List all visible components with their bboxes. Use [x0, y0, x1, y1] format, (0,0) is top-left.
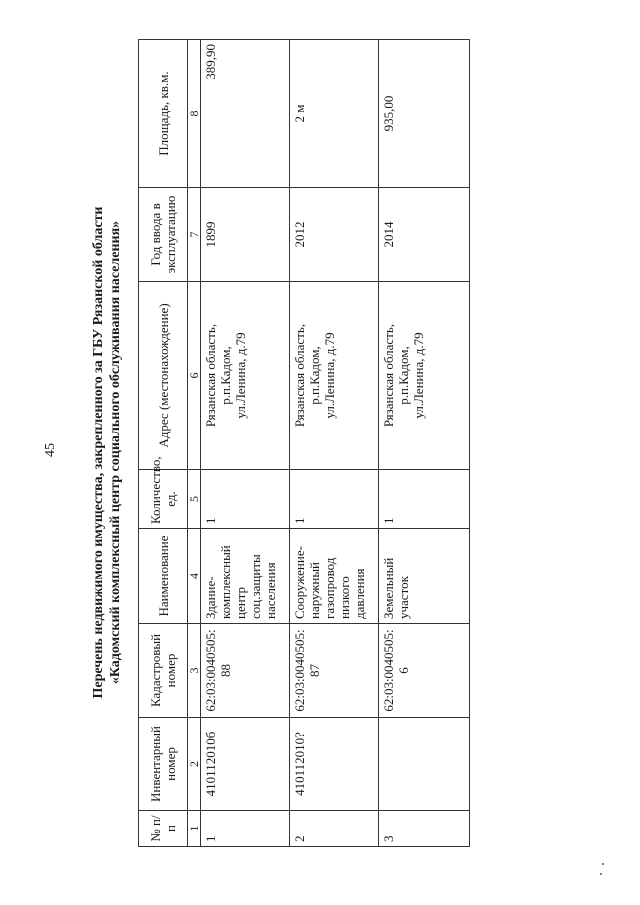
column-number: 6	[188, 282, 201, 470]
column-number-row	[188, 40, 201, 847]
area: 2 м	[290, 40, 379, 188]
column-number: 2	[188, 718, 201, 811]
header-cell-address: Адрес (местонахождение)	[139, 282, 188, 470]
column-number: 5	[188, 470, 201, 529]
row-number: 1	[201, 811, 290, 847]
column-number: 3	[188, 624, 201, 718]
commission-year: 2014	[379, 188, 470, 282]
quantity: 1	[290, 470, 379, 529]
table-row	[290, 40, 379, 847]
document-title-line-1: Перечень недвижимого имущества, закрепленного за ГБУ Рязанской области	[91, 206, 106, 699]
header-cell-qty: Количество, ед.	[139, 470, 188, 529]
cadastral-number: 62:03:0040505: 6	[379, 624, 470, 718]
table-row	[379, 40, 470, 847]
column-number: 4	[188, 529, 201, 624]
area: 389,90	[201, 40, 290, 188]
object-name: Здание- комплексный центр соц.защиты населения	[201, 529, 290, 624]
row-number: 3	[379, 811, 470, 847]
column-number: 8	[188, 40, 201, 188]
row-number: 2	[290, 811, 379, 847]
cadastral-number: 62:03:0040505: 88	[201, 624, 290, 718]
property-table	[138, 39, 470, 847]
address: Рязанская область, р.п.Кадом, ул.Ленина, д.79	[290, 282, 379, 470]
area: 935,00	[379, 40, 470, 188]
commission-year: 1899	[201, 188, 290, 282]
inventory-number: 410112010б	[201, 718, 290, 811]
document-title-line-2: «Кадомский комплексный центр социального обслуживания населения»	[108, 220, 123, 685]
inventory-number	[379, 718, 470, 811]
object-name: Земельный участок	[379, 529, 470, 624]
column-number: 7	[188, 188, 201, 282]
address: Рязанская область, р.п.Кадом, ул.Ленина, д.79	[379, 282, 470, 470]
quantity: 1	[379, 470, 470, 529]
cadastral-number: 62:03:0040505: 87	[290, 624, 379, 718]
table-header-row	[139, 40, 188, 847]
header-cell-num: № п/п	[139, 811, 188, 847]
scan-speck	[600, 873, 602, 875]
object-name: Сооружение- наружный газопровод низкого давления	[290, 529, 379, 624]
header-cell-area: Площадь, кв.м.	[139, 40, 188, 188]
page-number: 45	[43, 443, 58, 457]
inventory-number: 410112010?	[290, 718, 379, 811]
scan-speck	[602, 863, 604, 865]
header-cell-inventory: Инвентарный номер	[139, 718, 188, 811]
table-row	[201, 40, 290, 847]
column-number: 1	[188, 811, 201, 847]
commission-year: 2012	[290, 188, 379, 282]
header-cell-year: Год ввода в эксплуатацию	[139, 188, 188, 282]
header-cell-name: Наименование	[139, 529, 188, 624]
quantity: 1	[201, 470, 290, 529]
address: Рязанская область, р.п.Кадом, ул.Ленина, д.79	[201, 282, 290, 470]
header-cell-cadastral: Кадастровый номер	[139, 624, 188, 718]
